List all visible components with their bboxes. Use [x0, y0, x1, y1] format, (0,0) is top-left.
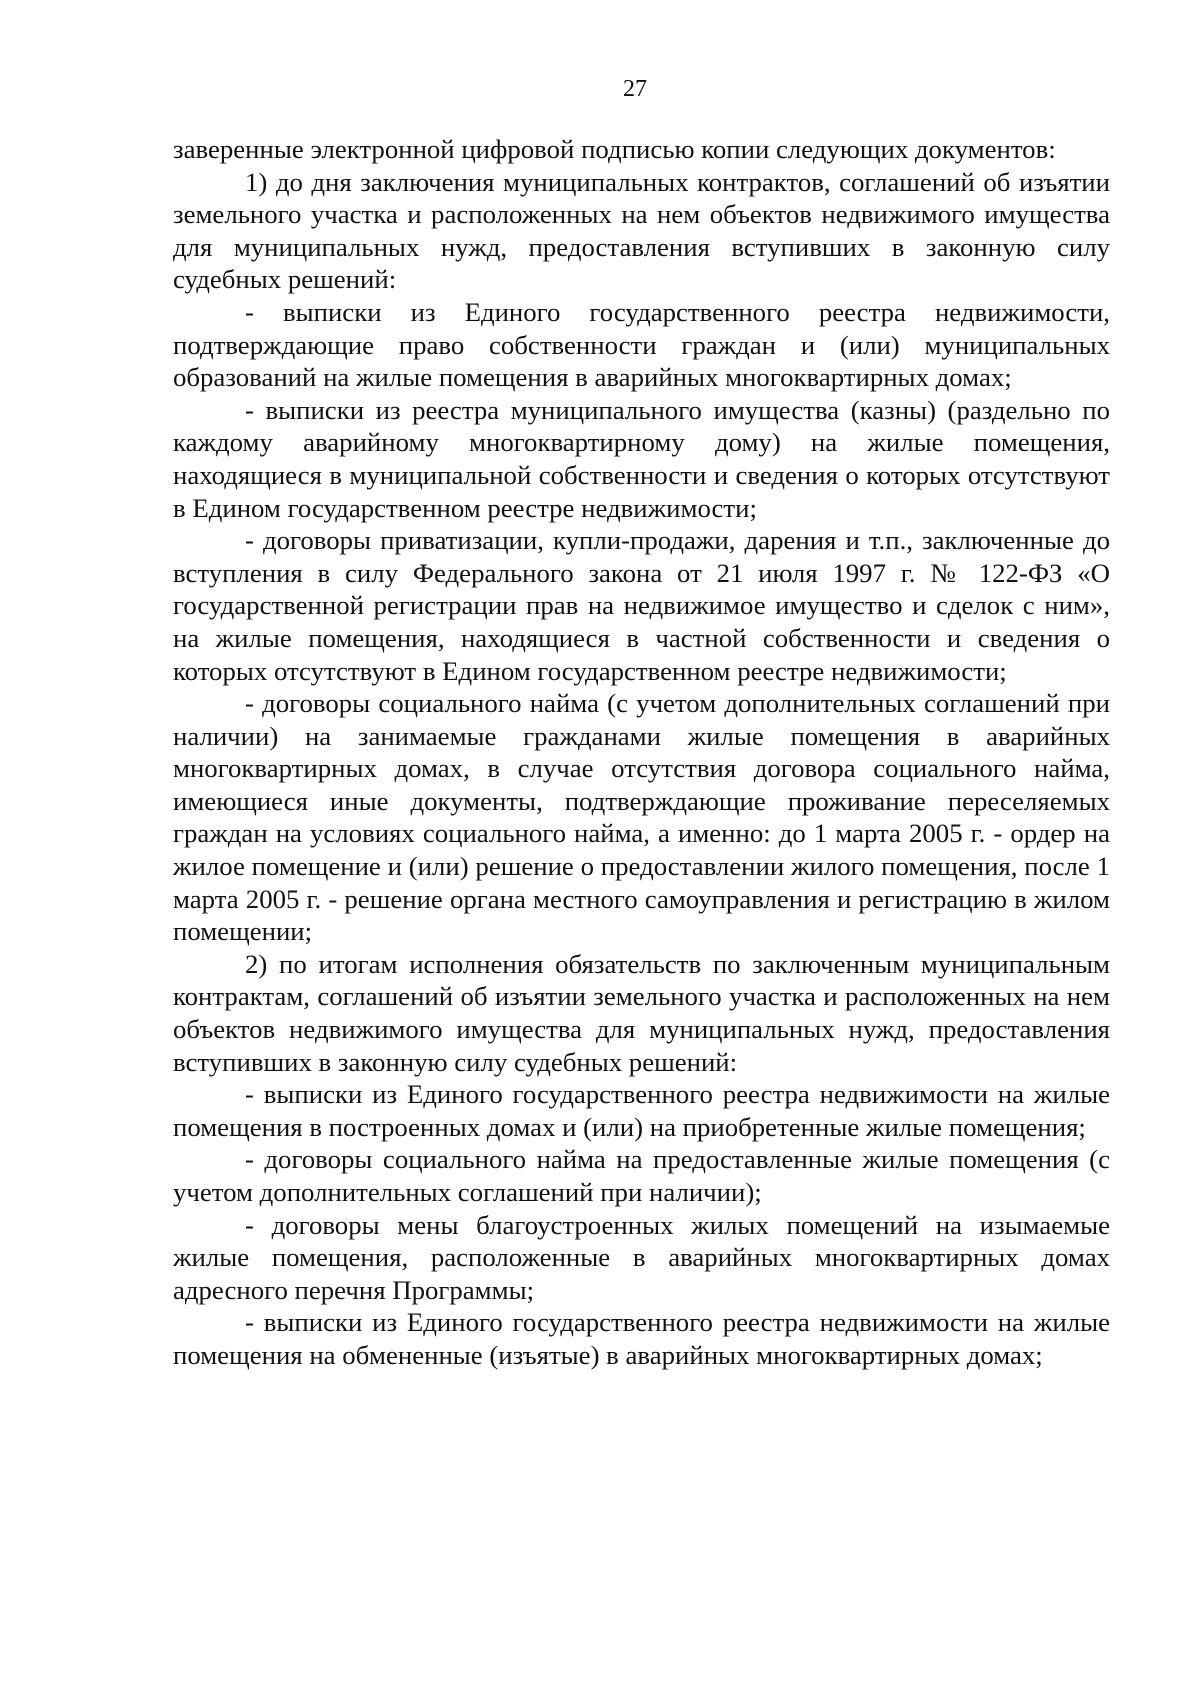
paragraph-bullet: - договоры приватизации, купли-продажи, дарения и т.п., заключенные до вступления в силу Федерального закона от 21 июля 1997 г. № 122-ФЗ «О государственной регистрации прав на недвижимое имущество и сделок с ним», на жилые помещения, находящиеся в частной собственности и сведения о которых отсутствуют в Едином государственном реестре недвижимости;: [173, 525, 1110, 686]
paragraph-item-2: 2) по итогам исполнения обязательств по заключенным муниципальным контрактам, соглашений об изъятии земельного участка и расположенных на нем объектов недвижимого имущества для муниципальных нужд, предоставления вступивших в законную силу судебных решений:: [173, 948, 1110, 1077]
page-number: 27: [623, 76, 647, 102]
paragraph-bullet: - договоры социального найма на предоставленные жилые помещения (с учетом дополнительных соглашений при наличии);: [173, 1144, 1110, 1207]
paragraph-bullet: - договоры социального найма (с учетом дополнительных соглашений при наличии) на занимаемые гражданами жилые помещения в аварийных многоквартирных домах, в случае отсутствия договора социального найма, имеющиеся иные документы, подтверждающие проживание переселяемых граждан на условиях социального найма, а именно: до 1 марта 2005 г. - ордер на жилое помещение и (или) решение о предоставлении жилого помещения, после 1 марта 2005 г. - решение органа местного самоуправления и регистрацию в жилом помещении;: [173, 688, 1110, 947]
paragraph-item-1: 1) до дня заключения муниципальных контрактов, соглашений об изъятии земельного участка и расположенных на нем объектов недвижимого имущества для муниципальных нужд, предоставления вступивших в законную силу судебных решений:: [173, 166, 1110, 295]
document-body: [173, 133, 1110, 1372]
paragraph-bullet: - договоры мены благоустроенных жилых помещений на изымаемые жилые помещения, расположенные в аварийных многоквартирных домах адресного перечня Программы;: [173, 1209, 1110, 1305]
paragraph-bullet: - выписки из реестра муниципального имущества (казны) (раздельно по каждому аварийному многоквартирному дому) на жилые помещения, находящиеся в муниципальной собственности и сведения о которых отсутствуют в Едином государственном реестре недвижимости;: [173, 394, 1110, 523]
paragraph-bullet: - выписки из Единого государственного реестра недвижимости на жилые помещения на обмененные (изъятые) в аварийных многоквартирных домах;: [173, 1307, 1110, 1370]
paragraph-bullet: - выписки из Единого государственного реестра недвижимости, подтверждающие право собственности граждан и (или) муниципальных образований на жилые помещения в аварийных многоквартирных домах;: [173, 296, 1110, 393]
paragraph-intro: заверенные электронной цифровой подписью копии следующих документов:: [173, 134, 1056, 164]
paragraph-bullet: - выписки из Единого государственного реестра недвижимости на жилые помещения в построенных домах и (или) на приобретенные жилые помещения;: [173, 1079, 1110, 1142]
